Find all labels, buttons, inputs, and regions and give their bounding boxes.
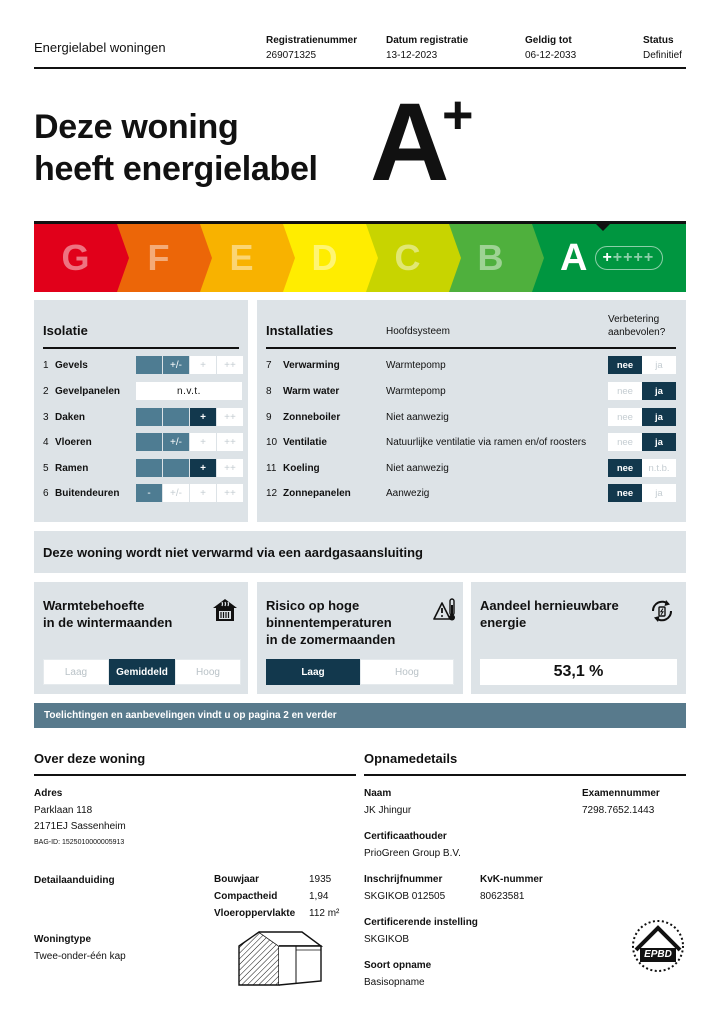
bar-cell (163, 459, 189, 477)
registration-date: 13-12-2023 (386, 50, 438, 61)
system-value: Natuurlijke ventilatie via ramen en/of roosters (386, 436, 587, 448)
improvement-toggle-zonnepanelen (608, 484, 676, 502)
row-name: Ramen (55, 462, 89, 474)
heat-demand-title (43, 597, 172, 631)
isolation-bar-daken (136, 408, 244, 426)
toggle-nee: nee (608, 408, 642, 426)
scale-segment-a (532, 224, 686, 292)
installation-row-koeling (266, 459, 320, 477)
scale-arrow-f (200, 224, 212, 292)
plus-rating-pill (595, 246, 663, 270)
isolation-bar-gevels (136, 356, 244, 374)
isolation-title: Isolatie (43, 323, 88, 338)
scale-letter-b: B (477, 237, 504, 278)
isolation-row-gevels (43, 356, 88, 374)
registration-no-label: Inschrijfnummer (364, 874, 443, 885)
inspection-divider (364, 774, 686, 776)
isolation-row-daken (43, 408, 85, 426)
row-name: Gevelpanelen (55, 385, 121, 397)
installation-row-zonnepanelen (266, 484, 351, 502)
scale-segment-b (449, 224, 532, 292)
bar-cell-nvt: n.v.t. (136, 382, 242, 400)
scale-arrow-e (283, 224, 295, 292)
registration-no: SKGIKOB 012505 (364, 891, 446, 902)
bar-cell (136, 356, 162, 374)
bar-cell: ++ (217, 356, 243, 374)
toggle-ja: ja (642, 433, 676, 451)
isolation-row-vloeren (43, 433, 92, 451)
registration-date-block (386, 33, 468, 63)
thermometer-warning-icon (433, 597, 457, 623)
overheating-risk-title-2: binnentemperaturen (266, 615, 392, 630)
bar-cell: + (190, 433, 216, 451)
isolation-divider (43, 347, 239, 349)
row-name: Koeling (283, 462, 320, 474)
address-line-1: Parklaan 118 (34, 805, 93, 816)
exam-number-label: Examennummer (582, 788, 660, 799)
registration-number: 269071325 (266, 50, 317, 61)
row-name: Zonnepanelen (283, 487, 351, 499)
exam-number: 7298.7652.1443 (582, 805, 655, 816)
improvement-toggle-ventilatie (608, 433, 676, 451)
row-name: Warm water (283, 385, 340, 397)
renewable-energy-icon (649, 598, 675, 624)
improvement-toggle-zonneboiler (608, 408, 676, 426)
installation-row-ventilatie (266, 433, 327, 451)
overheating-risk-scale (266, 659, 454, 685)
installations-panel (257, 300, 686, 522)
row-number: 8 (266, 385, 272, 397)
bar-cell: ++ (217, 459, 243, 477)
scale-arrow-g (117, 224, 129, 292)
house-heat-icon (212, 598, 238, 622)
row-name: Vloeren (55, 436, 92, 448)
epbd-logo (630, 918, 686, 974)
scale-letter-g: G (61, 237, 90, 278)
improvement-toggle-verwarming (608, 356, 676, 374)
system-value: Aanwezig (386, 487, 430, 499)
toggle-nee: nee (608, 459, 642, 477)
bar-cell (136, 433, 162, 451)
isolation-bar-vloeren (136, 433, 244, 451)
valid-until: 06-12-2033 (525, 50, 577, 61)
scale-letter-e: E (229, 237, 254, 278)
about-home-title: Over deze woning (34, 751, 146, 766)
registration-date-label: Datum registratie (386, 35, 469, 46)
scale-segment-g (34, 224, 117, 292)
row-number: 7 (266, 359, 272, 371)
bar-cell: + (190, 356, 216, 374)
inspection-title: Opnamedetails (364, 751, 458, 766)
system-value: Warmtepomp (386, 359, 446, 371)
bar-cell: ++ (217, 433, 243, 451)
hero-line-1: Deze woning (34, 108, 239, 146)
installation-row-warm-water (266, 382, 339, 400)
overheating-risk-title-3: in de zomermaanden (266, 632, 396, 647)
valid-until-block (525, 33, 576, 63)
scale-arrow-c (449, 224, 461, 292)
inspection-type-label: Soort opname (364, 960, 432, 971)
inspection-type: Basisopname (364, 977, 425, 988)
overheating-risk-title-1: Risico op hoge (266, 598, 360, 613)
renewable-share-title (480, 597, 619, 631)
toggle-nee: nee (608, 433, 642, 451)
plus-rating-on: + (602, 249, 613, 266)
build-year: 1935 (309, 874, 332, 885)
renewable-share-value: 53,1 % (480, 659, 677, 685)
row-name: Buitendeuren (55, 487, 120, 499)
heat-demand-low: Laag (43, 659, 109, 685)
bag-id: BAG-ID: 1525010000005913 (34, 839, 125, 846)
about-home-divider (34, 774, 356, 776)
scale-arrow-d (366, 224, 378, 292)
overheating-risk-high: Hoog (360, 659, 454, 685)
name-label: Naam (364, 788, 392, 799)
gas-notice (34, 531, 686, 573)
bar-cell: ++ (217, 408, 243, 426)
bar-cell: + (190, 459, 216, 477)
isolation-row-ramen (43, 459, 88, 477)
row-name: Verwarming (283, 359, 340, 371)
registration-number-block (266, 33, 357, 63)
scale-segment-d (283, 224, 366, 292)
isolation-bar-ramen (136, 459, 244, 477)
compactness: 1,94 (309, 891, 329, 902)
isolation-row-buitendeuren (43, 484, 119, 502)
scale-segment-c (366, 224, 449, 292)
energy-label-letter: A (370, 81, 446, 204)
bar-cell: + (190, 408, 216, 426)
toggle-nee: nee (608, 484, 642, 502)
renewable-share-title-1: Aandeel hernieuwbare (480, 598, 619, 613)
certificate-holder-label: Certificaathouder (364, 831, 447, 842)
toggle-nee: nee (608, 356, 642, 374)
bar-cell: +/- (163, 356, 189, 374)
overheating-risk-title (266, 597, 395, 648)
certifying-body-label: Certificerende instelling (364, 917, 478, 928)
compactness-label: Compactheid (214, 891, 278, 902)
home-type: Twee-onder-één kap (34, 951, 126, 962)
toggle-ja: ja (642, 484, 676, 502)
kvk-label: KvK-nummer (480, 874, 543, 885)
row-number: 1 (43, 359, 49, 371)
isolation-bar-gevelpanelen (136, 382, 243, 400)
home-type-label: Woningtype (34, 934, 92, 945)
system-value: Niet aanwezig (386, 462, 449, 474)
bar-cell (136, 408, 162, 426)
heat-demand-title-1: Warmtebehoefte (43, 598, 145, 613)
floor-area: 112 m² (309, 908, 340, 919)
toggle-ntb: n.t.b. (642, 459, 676, 477)
certificate-holder: PrioGreen Group B.V. (364, 848, 461, 859)
isolation-panel (34, 300, 248, 522)
row-number: 12 (266, 487, 278, 499)
heat-demand-medium: Gemiddeld (109, 659, 175, 685)
improvement-toggle-koeling (608, 459, 676, 477)
toggle-ja: ja (642, 356, 676, 374)
gas-notice-text: Deze woning wordt niet verwarmd via een aardgasaansluiting (43, 544, 423, 560)
registration-number-label: Registratienummer (266, 35, 358, 46)
hero-heading (34, 106, 318, 190)
row-name: Gevels (55, 359, 88, 371)
row-name: Daken (55, 411, 86, 423)
row-name: Zonneboiler (283, 411, 341, 423)
document-title: Energielabel woningen (34, 40, 166, 55)
address-label: Adres (34, 788, 63, 799)
epbd-logo-icon (630, 918, 686, 974)
scale-letter-d: D (311, 237, 338, 278)
installation-row-verwarming (266, 356, 340, 374)
row-number: 2 (43, 385, 49, 397)
row-number: 3 (43, 411, 49, 423)
installations-title: Installaties (266, 323, 334, 338)
detail-label: Detailaanduiding (34, 875, 115, 886)
scale-segment-e (200, 224, 283, 292)
row-number: 9 (266, 411, 272, 423)
bar-cell: ++ (217, 484, 243, 502)
bar-cell (163, 408, 189, 426)
bar-cell: +/- (163, 433, 189, 451)
build-year-label: Bouwjaar (214, 874, 260, 885)
installation-row-zonneboiler (266, 408, 340, 426)
scale-arrow-b (532, 224, 544, 292)
energy-scale (34, 224, 686, 292)
improvement-header (608, 313, 665, 339)
scale-pointer-icon (594, 222, 612, 231)
bar-cell: + (190, 484, 216, 502)
scale-segment-f (117, 224, 200, 292)
row-number: 10 (266, 436, 278, 448)
scale-letter-a: A (560, 236, 588, 279)
isolation-bar-buitendeuren (136, 484, 244, 502)
inspector-name: JK Jhingur (364, 805, 412, 816)
floor-area-label: Vloeroppervlakte (214, 908, 296, 919)
row-name: Ventilatie (283, 436, 327, 448)
renewable-share-title-2: energie (480, 615, 527, 630)
row-number: 6 (43, 487, 49, 499)
row-number: 4 (43, 436, 49, 448)
explanation-banner[interactable]: Toelichtingen en aanbevelingen vindt u op pagina 2 en verder (34, 703, 686, 728)
main-system-header: Hoofdsysteem (386, 326, 450, 337)
renewable-share-tile (471, 582, 686, 694)
heat-demand-tile (34, 582, 248, 694)
scale-letter-f: F (147, 237, 170, 278)
bar-cell: - (136, 484, 162, 502)
improvement-toggle-warm-water (608, 382, 676, 400)
bar-cell: +/- (163, 484, 189, 502)
status-label: Status (643, 35, 674, 46)
hero-line-2: heeft energielabel (34, 150, 318, 188)
energy-label-plus: + (442, 85, 474, 145)
overheating-risk-low: Laag (266, 659, 360, 685)
valid-until-label: Geldig tot (525, 35, 572, 46)
scale-letter-c: C (394, 237, 421, 278)
heat-demand-high: Hoog (175, 659, 241, 685)
toggle-ja: ja (642, 408, 676, 426)
toggle-ja: ja (642, 382, 676, 400)
epbd-logo-text: EPBD (644, 949, 672, 960)
heat-demand-title-2: in de wintermaanden (43, 615, 173, 630)
system-value: Warmtepomp (386, 385, 446, 397)
system-value: Niet aanwezig (386, 411, 449, 423)
row-number: 11 (266, 462, 277, 474)
kvk-number: 80623581 (480, 891, 525, 902)
bar-cell (136, 459, 162, 477)
status-block (643, 33, 682, 63)
status-value: Definitief (643, 50, 682, 61)
semi-detached-house-icon (236, 928, 324, 988)
overheating-risk-tile (257, 582, 463, 694)
row-number: 5 (43, 462, 49, 474)
improvement-header-line-2: aanbevolen? (608, 327, 666, 338)
improvement-header-line-1: Verbetering (608, 314, 660, 325)
plus-rating-off: ++++ (612, 249, 655, 266)
toggle-nee: nee (608, 382, 642, 400)
header-divider (34, 67, 686, 69)
isolation-row-gevelpanelen (43, 382, 120, 400)
heat-demand-scale (43, 659, 241, 685)
address-line-2: 2171EJ Sassenheim (34, 821, 126, 832)
certifying-body: SKGIKOB (364, 934, 410, 945)
installations-divider (266, 347, 676, 349)
